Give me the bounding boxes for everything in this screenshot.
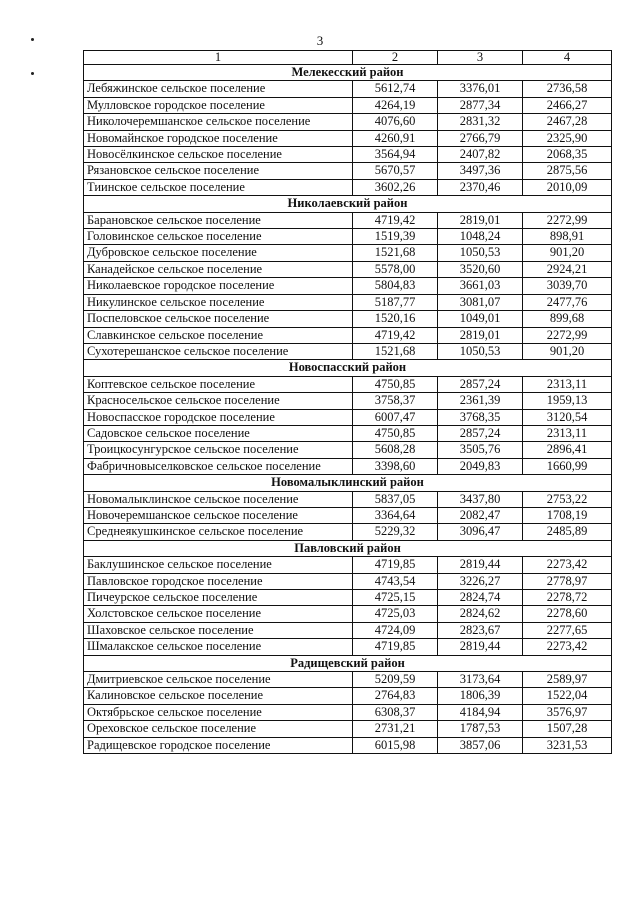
value-col-3: 3226,27 [438, 573, 523, 589]
value-col-3: 3376,01 [438, 81, 523, 97]
district-name: Мелекесский район [84, 65, 612, 81]
table-row [84, 343, 612, 359]
value-col-3: 2049,83 [438, 458, 523, 474]
district-row [84, 360, 612, 376]
value-col-3: 2370,46 [438, 179, 523, 195]
table-row [84, 721, 612, 737]
value-col-4: 2466,27 [523, 97, 612, 113]
value-col-2: 4750,85 [353, 376, 438, 392]
settlement-name: Холстовское сельское поселение [84, 606, 353, 622]
value-col-2: 1521,68 [353, 343, 438, 359]
value-col-4: 3039,70 [523, 278, 612, 294]
value-col-3: 2766,79 [438, 130, 523, 146]
scan-dot-mark [31, 72, 34, 75]
value-col-3: 2819,01 [438, 212, 523, 228]
value-col-3: 2831,32 [438, 114, 523, 130]
value-col-4: 2010,09 [523, 179, 612, 195]
table-row [84, 147, 612, 163]
value-col-3: 2824,74 [438, 590, 523, 606]
settlement-name: Новосёлкинское сельское поселение [84, 147, 353, 163]
table-header-row [84, 51, 612, 65]
table-row [84, 376, 612, 392]
value-col-2: 5670,57 [353, 163, 438, 179]
settlement-name: Канадейское сельское поселение [84, 261, 353, 277]
value-col-2: 4719,85 [353, 639, 438, 655]
value-col-2: 6308,37 [353, 704, 438, 720]
value-col-3: 2857,24 [438, 425, 523, 441]
value-col-3: 2823,67 [438, 622, 523, 638]
value-col-4: 2753,22 [523, 491, 612, 507]
data-table [83, 50, 612, 754]
column-header: 4 [523, 51, 612, 65]
value-col-4: 2325,90 [523, 130, 612, 146]
settlement-name: Баклушинское сельское поселение [84, 557, 353, 573]
value-col-3: 3661,03 [438, 278, 523, 294]
table-row [84, 639, 612, 655]
settlement-name: Пичеурское сельское поселение [84, 590, 353, 606]
district-row [84, 475, 612, 491]
value-col-2: 4725,03 [353, 606, 438, 622]
value-col-3: 2819,44 [438, 557, 523, 573]
settlement-name: Троицкосунгурское сельское поселение [84, 442, 353, 458]
table-row [84, 311, 612, 327]
value-col-3: 3497,36 [438, 163, 523, 179]
table-row [84, 688, 612, 704]
settlement-name: Ореховское сельское поселение [84, 721, 353, 737]
value-col-2: 5612,74 [353, 81, 438, 97]
value-col-3: 2082,47 [438, 507, 523, 523]
settlement-name: Рязановское сельское поселение [84, 163, 353, 179]
district-name: Новомалыклинский район [84, 475, 612, 491]
table-row [84, 278, 612, 294]
settlement-name: Коптевское сельское поселение [84, 376, 353, 392]
value-col-2: 5187,77 [353, 294, 438, 310]
value-col-4: 1660,99 [523, 458, 612, 474]
value-col-3: 2819,44 [438, 639, 523, 655]
value-col-4: 1522,04 [523, 688, 612, 704]
district-name: Новоспасский район [84, 360, 612, 376]
value-col-2: 5229,32 [353, 524, 438, 540]
value-col-2: 1521,68 [353, 245, 438, 261]
value-col-4: 2313,11 [523, 376, 612, 392]
value-col-4: 2467,28 [523, 114, 612, 130]
value-col-4: 901,20 [523, 343, 612, 359]
value-col-3: 3437,80 [438, 491, 523, 507]
value-col-2: 3602,26 [353, 179, 438, 195]
settlement-name: Фабричновыселковское сельское поселение [84, 458, 353, 474]
value-col-3: 3768,35 [438, 409, 523, 425]
table-row [84, 557, 612, 573]
table-row [84, 393, 612, 409]
value-col-4: 3576,97 [523, 704, 612, 720]
settlement-name: Никулинское сельское поселение [84, 294, 353, 310]
table-row [84, 672, 612, 688]
table-row [84, 163, 612, 179]
settlement-name: Шмалакское сельское поселение [84, 639, 353, 655]
value-col-2: 4719,85 [353, 557, 438, 573]
settlement-name: Барановское сельское поселение [84, 212, 353, 228]
value-col-3: 3505,76 [438, 442, 523, 458]
value-col-4: 2778,97 [523, 573, 612, 589]
value-col-3: 2857,24 [438, 376, 523, 392]
table-row [84, 114, 612, 130]
value-col-3: 2877,34 [438, 97, 523, 113]
settlement-name: Дубровское сельское поселение [84, 245, 353, 261]
value-col-2: 3398,60 [353, 458, 438, 474]
value-col-4: 2924,21 [523, 261, 612, 277]
value-col-2: 3758,37 [353, 393, 438, 409]
column-header: 1 [84, 51, 353, 65]
value-col-2: 5804,83 [353, 278, 438, 294]
district-row [84, 655, 612, 671]
table-row [84, 130, 612, 146]
value-col-2: 4264,19 [353, 97, 438, 113]
value-col-4: 2313,11 [523, 425, 612, 441]
settlement-name: Лебяжинское сельское поселение [84, 81, 353, 97]
district-row [84, 540, 612, 556]
table-row [84, 294, 612, 310]
settlement-name: Павловское городское поселение [84, 573, 353, 589]
value-col-4: 2875,56 [523, 163, 612, 179]
settlement-name: Калиновское сельское поселение [84, 688, 353, 704]
settlement-name: Шаховское сельское поселение [84, 622, 353, 638]
value-col-2: 5608,28 [353, 442, 438, 458]
settlement-name: Тиинское сельское поселение [84, 179, 353, 195]
district-name: Радищевский район [84, 655, 612, 671]
settlement-name: Мулловское городское поселение [84, 97, 353, 113]
value-col-3: 1049,01 [438, 311, 523, 327]
value-col-2: 4260,91 [353, 130, 438, 146]
value-col-4: 2485,89 [523, 524, 612, 540]
settlement-name: Новочеремшанское сельское поселение [84, 507, 353, 523]
value-col-3: 2361,39 [438, 393, 523, 409]
table-row [84, 409, 612, 425]
value-col-3: 2407,82 [438, 147, 523, 163]
value-col-3: 3857,06 [438, 737, 523, 753]
value-col-4: 2736,58 [523, 81, 612, 97]
table-row [84, 458, 612, 474]
settlement-name: Красносельское сельское поселение [84, 393, 353, 409]
value-col-4: 2272,99 [523, 327, 612, 343]
value-col-2: 3364,64 [353, 507, 438, 523]
value-col-2: 5837,05 [353, 491, 438, 507]
value-col-4: 2278,72 [523, 590, 612, 606]
value-col-2: 3564,94 [353, 147, 438, 163]
value-col-3: 4184,94 [438, 704, 523, 720]
value-col-3: 1050,53 [438, 245, 523, 261]
district-row [84, 196, 612, 212]
page-number: 3 [316, 33, 324, 48]
value-col-3: 2824,62 [438, 606, 523, 622]
table-row [84, 261, 612, 277]
settlement-name: Николочеремшанское сельское поселение [84, 114, 353, 130]
column-header: 2 [353, 51, 438, 65]
value-col-3: 3096,47 [438, 524, 523, 540]
value-col-4: 898,91 [523, 229, 612, 245]
table-row [84, 425, 612, 441]
value-col-2: 6007,47 [353, 409, 438, 425]
table-row [84, 179, 612, 195]
settlement-name: Новоспасское городское поселение [84, 409, 353, 425]
table-row [84, 606, 612, 622]
table-row [84, 229, 612, 245]
value-col-4: 2273,42 [523, 639, 612, 655]
value-col-4: 1708,19 [523, 507, 612, 523]
value-col-3: 3520,60 [438, 261, 523, 277]
settlement-name: Поспеловское сельское поселение [84, 311, 353, 327]
value-col-2: 4725,15 [353, 590, 438, 606]
value-col-2: 6015,98 [353, 737, 438, 753]
table-row [84, 573, 612, 589]
value-col-2: 1519,39 [353, 229, 438, 245]
value-col-2: 4724,09 [353, 622, 438, 638]
table-row [84, 622, 612, 638]
settlement-name: Сухотерешанское сельское поселение [84, 343, 353, 359]
value-col-2: 5209,59 [353, 672, 438, 688]
value-col-4: 3120,54 [523, 409, 612, 425]
table-row [84, 590, 612, 606]
value-col-4: 2589,97 [523, 672, 612, 688]
settlement-name: Среднеякушкинское сельское поселение [84, 524, 353, 540]
value-col-2: 5578,00 [353, 261, 438, 277]
value-col-3: 3173,64 [438, 672, 523, 688]
value-col-4: 2273,42 [523, 557, 612, 573]
value-col-4: 2278,60 [523, 606, 612, 622]
table-row [84, 245, 612, 261]
value-col-2: 2731,21 [353, 721, 438, 737]
settlement-name: Садовское сельское поселение [84, 425, 353, 441]
value-col-4: 2272,99 [523, 212, 612, 228]
value-col-2: 4719,42 [353, 327, 438, 343]
table-row [84, 491, 612, 507]
table-row [84, 737, 612, 753]
value-col-3: 3081,07 [438, 294, 523, 310]
settlement-name: Головинское сельское поселение [84, 229, 353, 245]
value-col-2: 4719,42 [353, 212, 438, 228]
settlement-name: Новомалыклинское сельское поселение [84, 491, 353, 507]
value-col-3: 1787,53 [438, 721, 523, 737]
table-row [84, 212, 612, 228]
value-col-3: 1050,53 [438, 343, 523, 359]
table-row [84, 97, 612, 113]
value-col-4: 2068,35 [523, 147, 612, 163]
settlement-name: Славкинское сельское поселение [84, 327, 353, 343]
value-col-4: 1959,13 [523, 393, 612, 409]
table-row [84, 442, 612, 458]
value-col-3: 2819,01 [438, 327, 523, 343]
table-row [84, 507, 612, 523]
value-col-2: 4750,85 [353, 425, 438, 441]
value-col-4: 2477,76 [523, 294, 612, 310]
table-row [84, 704, 612, 720]
district-name: Павловский район [84, 540, 612, 556]
settlement-name: Николаевское городское поселение [84, 278, 353, 294]
settlement-name: Дмитриевское сельское поселение [84, 672, 353, 688]
value-col-3: 1048,24 [438, 229, 523, 245]
value-col-2: 4743,54 [353, 573, 438, 589]
district-row [84, 65, 612, 81]
value-col-2: 2764,83 [353, 688, 438, 704]
value-col-4: 901,20 [523, 245, 612, 261]
settlement-name: Новомайнское городское поселение [84, 130, 353, 146]
district-name: Николаевский район [84, 196, 612, 212]
value-col-4: 2277,65 [523, 622, 612, 638]
value-col-2: 1520,16 [353, 311, 438, 327]
table-row [84, 81, 612, 97]
value-col-4: 899,68 [523, 311, 612, 327]
settlement-name: Радищевское городское поселение [84, 737, 353, 753]
table-row [84, 524, 612, 540]
value-col-2: 4076,60 [353, 114, 438, 130]
value-col-4: 1507,28 [523, 721, 612, 737]
value-col-4: 2896,41 [523, 442, 612, 458]
settlement-name: Октябрьское сельское поселение [84, 704, 353, 720]
column-header: 3 [438, 51, 523, 65]
table-row [84, 327, 612, 343]
value-col-4: 3231,53 [523, 737, 612, 753]
value-col-3: 1806,39 [438, 688, 523, 704]
